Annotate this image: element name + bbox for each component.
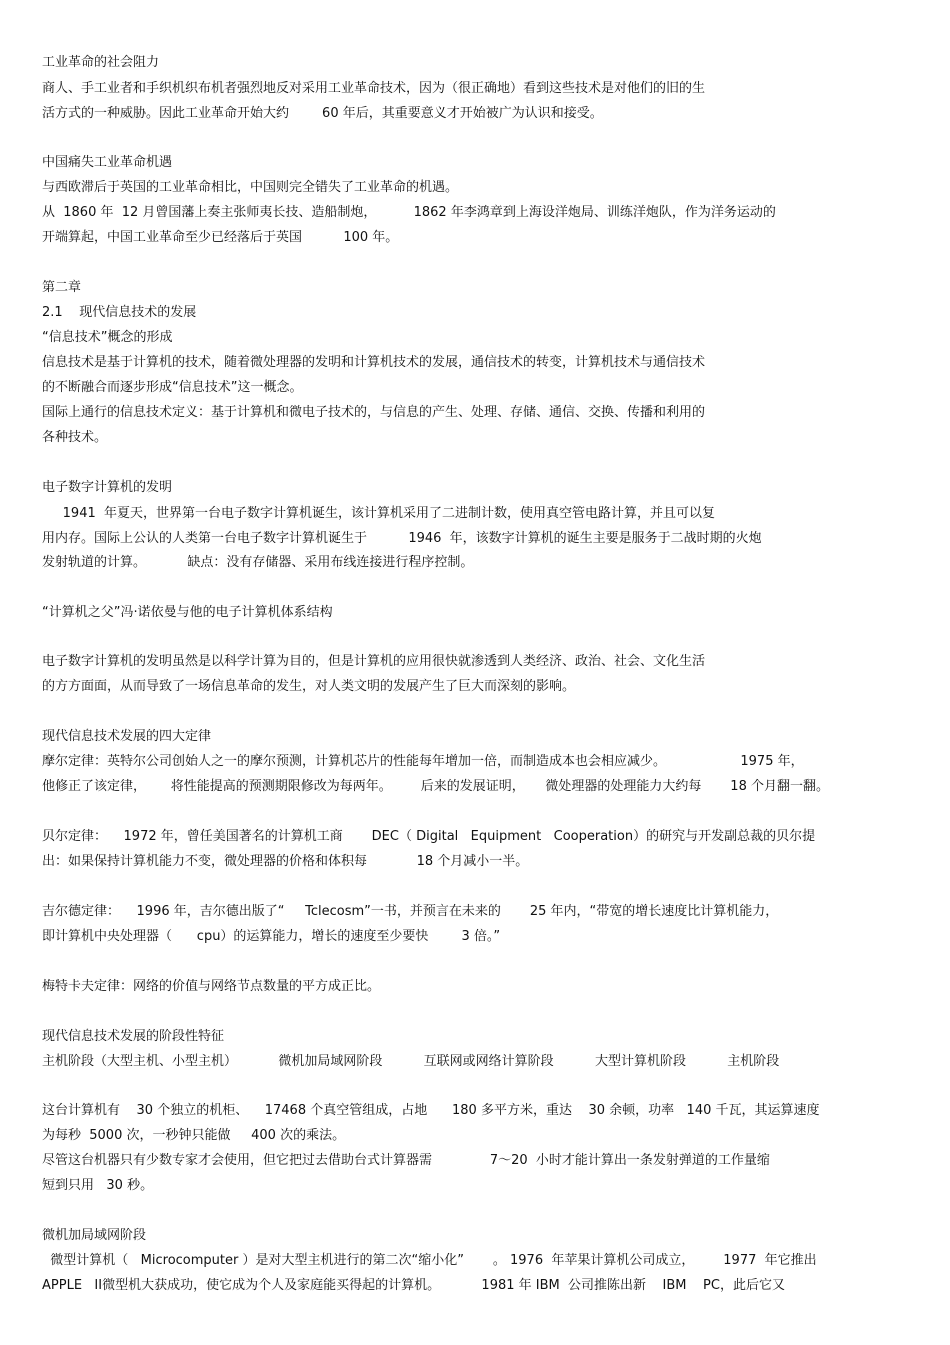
paragraph-line: 发射轨道的计算。 缺点：没有存储器、采用布线连接进行程序控制。: [42, 555, 474, 570]
heading-industrial-revolution-resistance: 工业革命的社会阻力: [42, 55, 160, 70]
paragraph-line: 信息技术是基于计算机的技术，随着微处理器的发明和计算机技术的发展，通信技术的转变，计算机技术与通信技术: [42, 355, 706, 370]
paragraph-line: 开端算起，中国工业革命至少已经落后于英国 100 年。: [42, 230, 399, 245]
heading-china-missed-opportunity: 中国痛失工业革命机遇: [42, 155, 173, 170]
paragraph-line: 微型计算机（ Microcomputer ）是对大型主机进行的第二次“缩小化” 。 1976 年苹果计算机公司成立， 1977 年它推出: [42, 1253, 817, 1268]
paragraph-line: 即计算机中央处理器（ cpu）的运算能力，增长的速度至少要快 3 倍。”: [42, 929, 501, 944]
paragraph-line: 吉尔德定律： 1996 年，吉尔德出版了“ Tclecosm”一书，并预言在未来的 25 年内，“带宽的增长速度比计算机能力，: [42, 904, 779, 919]
section-heading: 2.1 现代信息技术的发展: [42, 305, 197, 320]
paragraph-line: 国际上通行的信息技术定义：基于计算机和微电子技术的，与信息的产生、处理、存储、通信、交换、传播和利用的: [42, 405, 706, 420]
paragraph-line: 从 1860 年 12 月曾国藩上奏主张师夷长技、造船制炮， 1862 年李鸿章到上海设洋炮局、训练洋炮队，作为洋务运动的: [42, 205, 776, 220]
paragraph-line: 主机阶段（大型主机、小型主机） 微机加局域网阶段 互联网或网络计算阶段 大型计算机阶段 主机阶段: [42, 1054, 780, 1069]
heading-microcomputer-lan: 微机加局域网阶段: [42, 1228, 147, 1243]
paragraph-line: 他修正了该定律， 将性能提高的预测期限修改为每两年。 后来的发展证明， 微处理器的处理能力大约每 18 个月翻一翻。: [42, 779, 829, 794]
heading-von-neumann: “计算机之父”冯·诺依曼与他的电子计算机体系结构: [42, 605, 333, 620]
heading-four-laws: 现代信息技术发展的四大定律: [42, 729, 212, 744]
paragraph-line: 商人、手工业者和手织机织布机者强烈地反对采用工业革命技术，因为（很正确地）看到这些技术是对他们的旧的生: [42, 81, 706, 96]
paragraph-line: 电子数字计算机的发明虽然是以科学计算为目的，但是计算机的应用很快就渗透到人类经济、政治、社会、文化生活: [42, 654, 706, 669]
paragraph-line: 用内存。国际上公认的人类第一台电子数字计算机诞生于 1946 年，该数字计算机的诞生主要是服务于二战时期的火炮: [42, 531, 762, 546]
paragraph-line: 短到只用 30 秒。: [42, 1178, 154, 1193]
paragraph-line: 这台计算机有 30 个独立的机柜、 17468 个真空管组成，占地 180 多平方米，重达 30 余顿，功率 140 千瓦，其运算速度: [42, 1103, 820, 1118]
paragraph-line: 贝尔定律： 1972 年，曾任美国著名的计算机工商 DEC（ Digital Equipment Cooperation）的研究与开发副总裁的贝尔提: [42, 829, 816, 844]
paragraph-line: 为每秒 5000 次，一秒钟只能做 400 次的乘法。: [42, 1128, 346, 1143]
paragraph-line: 的方方面面，从而导致了一场信息革命的发生，对人类文明的发展产生了巨大而深刻的影响。: [42, 679, 576, 694]
paragraph-line: 尽管这台机器只有少数专家才会使用，但它把过去借助台式计算器需 7～20 小时才能计算出一条发射弹道的工作量缩: [42, 1153, 770, 1168]
heading-stage-features: 现代信息技术发展的阶段性特征: [42, 1029, 225, 1044]
paragraph-line: 1941 年夏天，世界第一台电子数字计算机诞生，该计算机采用了二进制计数，使用真空管电路计算，并且可以复: [42, 506, 716, 521]
paragraph-line: 活方式的一种威胁。因此工业革命开始大约 60 年后，其重要意义才开始被广为认识和接受。: [42, 106, 603, 121]
heading-computer-invention: 电子数字计算机的发明: [42, 480, 173, 495]
paragraph-line: 与西欧滞后于英国的工业革命相比，中国则完全错失了工业革命的机遇。: [42, 180, 459, 195]
paragraph-line: 摩尔定律：英特尔公司创始人之一的摩尔预测，计算机芯片的性能每年增加一倍，而制造成本也会相应减少。 1975 年，: [42, 754, 804, 769]
paragraph-line: 出：如果保持计算机能力不变，微处理器的价格和体积每 18 个月减小一半。: [42, 854, 529, 869]
subheading-it-concept: “信息技术”概念的形成: [42, 330, 173, 345]
paragraph-line: APPLE II微型机大获成功，使它成为个人及家庭能买得起的计算机。 1981 年 IBM 公司推陈出新 IBM PC，此后它又: [42, 1278, 785, 1293]
paragraph-line: 各种技术。: [42, 430, 108, 445]
paragraph-line: 梅特卡夫定律：网络的价值与网络节点数量的平方成正比。: [42, 979, 381, 994]
chapter-heading: 第二章: [42, 280, 82, 295]
paragraph-line: 的不断融合而逐步形成“信息技术”这一概念。: [42, 380, 303, 395]
